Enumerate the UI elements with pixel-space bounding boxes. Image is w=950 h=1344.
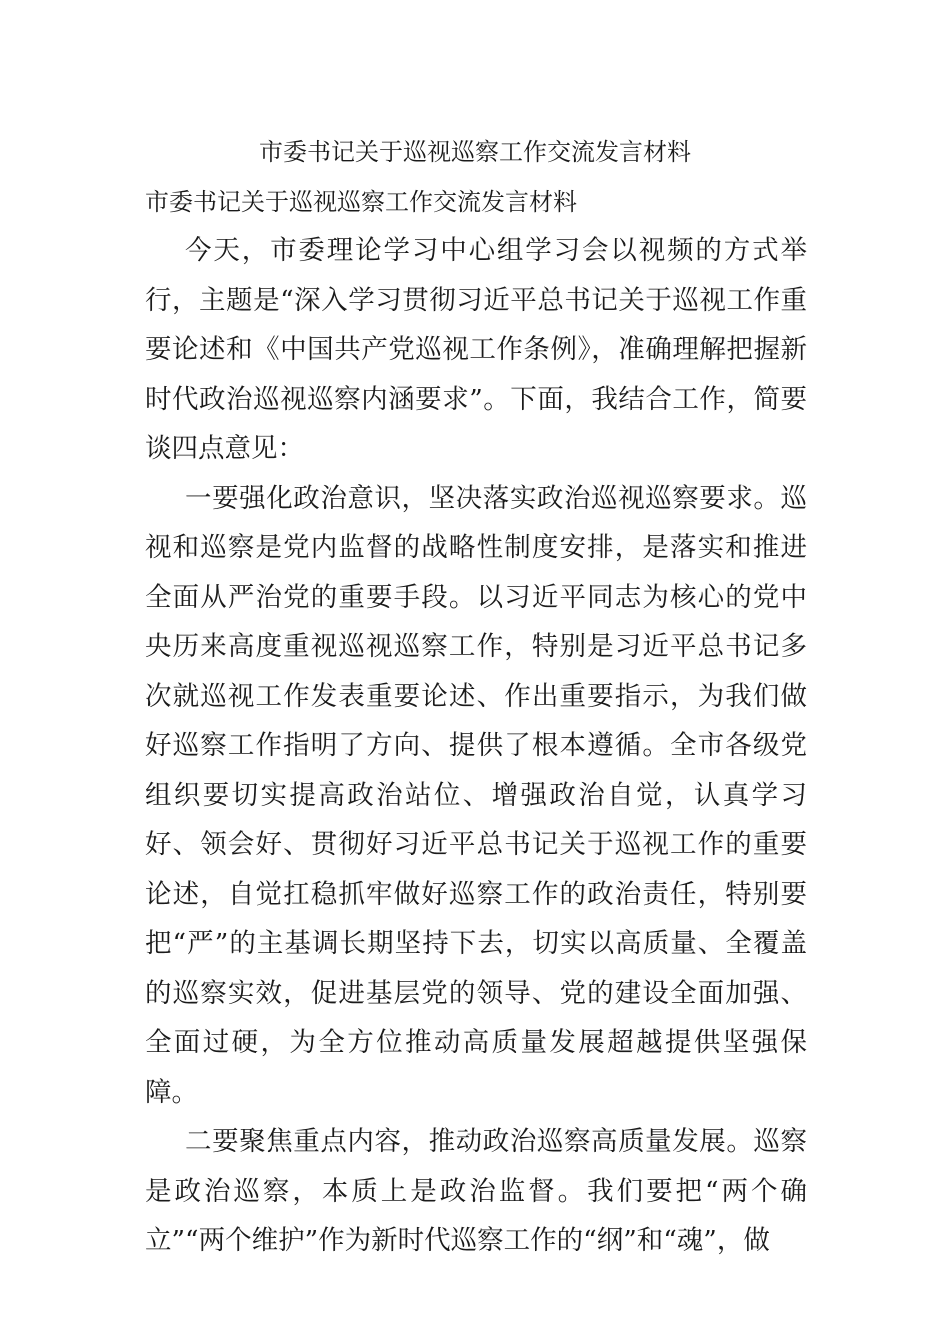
paragraph-point-one: 一要强化政治意识，坚决落实政治巡视巡察要求。巡视和巡察是党内监督的战略性制度安排，是落实和推进全面从严治党的重要手段。以习近平同志为核心的党中央历来高度重视巡视巡察工作，特别是习近平总书记多次就巡视工作发表重要论述、作出重要指示，为我们做好巡察工作指明了方向、提供了根本遵循。全市各级党组织要切实提高政治站位、增强政治自觉，认真学习好、领会好、贯彻好习近平总书记关于巡视工作的重要论述，自觉扛稳抓牢做好巡察工作的政治责任，特别要把“严”的主基调长期坚持下去，切实以高质量、全覆盖的巡察实效，促进基层党的领导、党的建设全面加强、全面过硬，为全方位推动高质量发展超越提供坚强保障。 bbox=[145, 482, 807, 1108]
document-title: 市委书记关于巡视巡察工作交流发言材料 bbox=[259, 138, 691, 166]
document-body bbox=[145, 226, 807, 1266]
paragraph-point-two: 二要聚焦重点内容，推动政治巡察高质量发展。巡察是政治巡察，本质上是政治监督。我们要把“两个确立”“两个维护”作为新时代巡察工作的“纲”和“魂”，做 bbox=[145, 1126, 807, 1256]
paragraph-intro: 今天，市委理论学习中心组学习会以视频的方式举行，主题是“深入学习贯彻习近平总书记关于巡视工作重要论述和《中国共产党巡视工作条例》，准确理解把握新时代政治巡视巡察内涵要求”。下面，我结合工作，简要谈四点意见： bbox=[145, 235, 807, 464]
document-subtitle: 市委书记关于巡视巡察工作交流发言材料 bbox=[145, 188, 577, 216]
